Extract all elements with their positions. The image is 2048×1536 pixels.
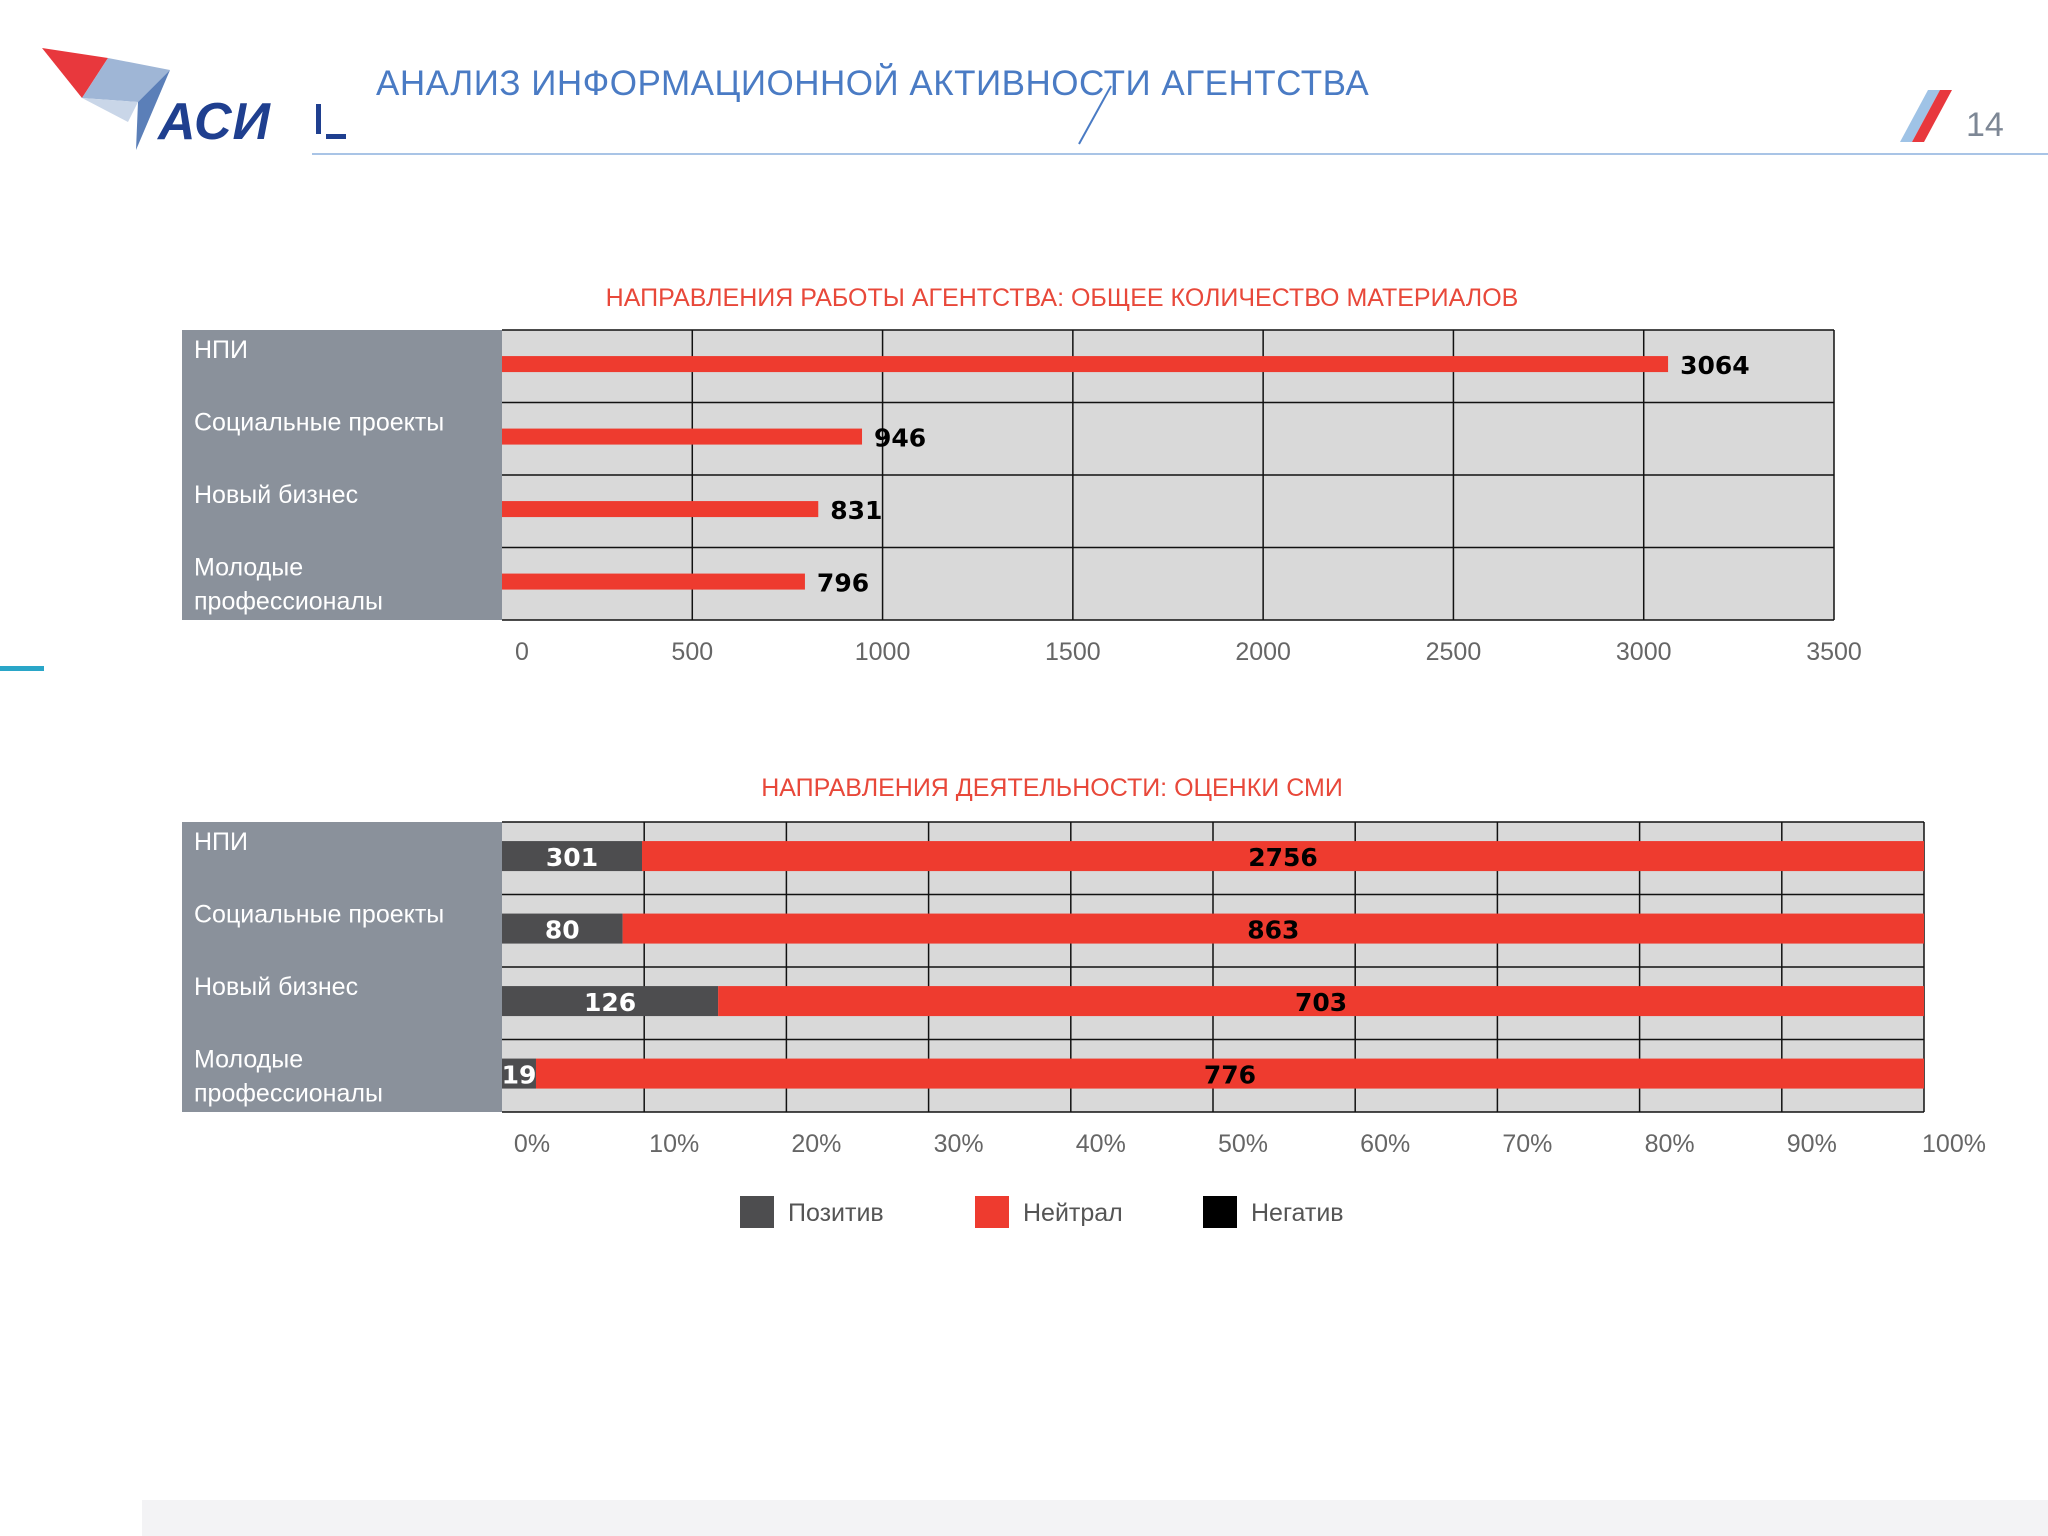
- segment-value-label: 19: [501, 1060, 537, 1090]
- x-tick-label: 3000: [1615, 638, 1672, 666]
- x-tick-label: 1000: [854, 638, 911, 666]
- chart-title: НАПРАВЛЕНИЯ ДЕЯТЕЛЬНОСТИ: ОЦЕНКИ СМИ: [761, 774, 1343, 802]
- legend-swatch: [1203, 1196, 1237, 1228]
- legend-label: Позитив: [788, 1199, 884, 1227]
- category-label: Молодые: [194, 1045, 304, 1074]
- x-tick-label: 20%: [791, 1130, 842, 1158]
- legend-swatch: [975, 1196, 1009, 1228]
- bar-value-label: 831: [830, 496, 883, 526]
- segment-value-label: 863: [1247, 915, 1300, 945]
- x-tick-label: 50%: [1217, 1130, 1269, 1158]
- legend-label: Нейтрал: [1023, 1199, 1123, 1227]
- bar-value-label: 946: [874, 423, 927, 453]
- legend-label: Негатив: [1251, 1199, 1344, 1227]
- segment-value-label: 776: [1203, 1060, 1257, 1090]
- x-tick-label: 0%: [513, 1130, 551, 1158]
- x-tick-label: 3500: [1806, 638, 1862, 666]
- category-label: Социальные проекты: [194, 408, 445, 437]
- x-tick-label: 90%: [1786, 1130, 1837, 1158]
- page-title: АНАЛИЗ ИНФОРМАЦИОННОЙ АКТИВНОСТИ АГЕНТСТВА: [376, 64, 1370, 103]
- segment-value-label: 80: [544, 915, 580, 945]
- x-tick-label: 1500: [1045, 638, 1101, 666]
- bar-value-label: 796: [816, 568, 870, 598]
- x-tick-label: 30%: [933, 1130, 984, 1158]
- x-tick-label: 10%: [649, 1130, 700, 1158]
- category-label: НПИ: [194, 336, 248, 364]
- category-label: НПИ: [194, 828, 248, 856]
- category-label: Новый бизнес: [194, 481, 359, 509]
- category-label: профессионалы: [194, 587, 383, 616]
- chart-title: НАПРАВЛЕНИЯ РАБОТЫ АГЕНТСТВА: ОБЩЕЕ КОЛИЧЕСТВО МАТЕРИАЛОВ: [605, 284, 1519, 312]
- x-tick-label: 80%: [1644, 1130, 1695, 1158]
- x-tick-label: 40%: [1075, 1130, 1126, 1158]
- category-label: Новый бизнес: [194, 973, 359, 1001]
- x-tick-label: 500: [671, 638, 714, 666]
- bar-value-label: 3064: [1680, 351, 1750, 381]
- x-tick-label: 60%: [1360, 1130, 1411, 1158]
- category-label: Социальные проекты: [194, 900, 445, 929]
- bar: [502, 429, 862, 445]
- category-label: Молодые: [194, 553, 304, 582]
- x-tick-label: 70%: [1502, 1130, 1553, 1158]
- bar: [502, 356, 1668, 372]
- segment-value-label: 2756: [1248, 843, 1318, 873]
- logo-text: АСИ: [158, 93, 271, 151]
- bar: [502, 501, 818, 517]
- segment-value-label: 703: [1294, 988, 1348, 1018]
- legend-swatch: [740, 1196, 774, 1228]
- x-tick-label: 0: [515, 638, 529, 666]
- bar: [502, 574, 805, 590]
- footer-band: [142, 1500, 2048, 1536]
- x-tick-label: 2000: [1235, 638, 1291, 666]
- x-tick-label: 2500: [1425, 638, 1482, 666]
- segment-value-label: 126: [583, 988, 637, 1018]
- category-label: профессионалы: [194, 1079, 383, 1108]
- page-number: 14: [1966, 106, 2004, 144]
- segment-value-label: 301: [545, 843, 599, 873]
- x-tick-label: 100%: [1922, 1130, 1986, 1158]
